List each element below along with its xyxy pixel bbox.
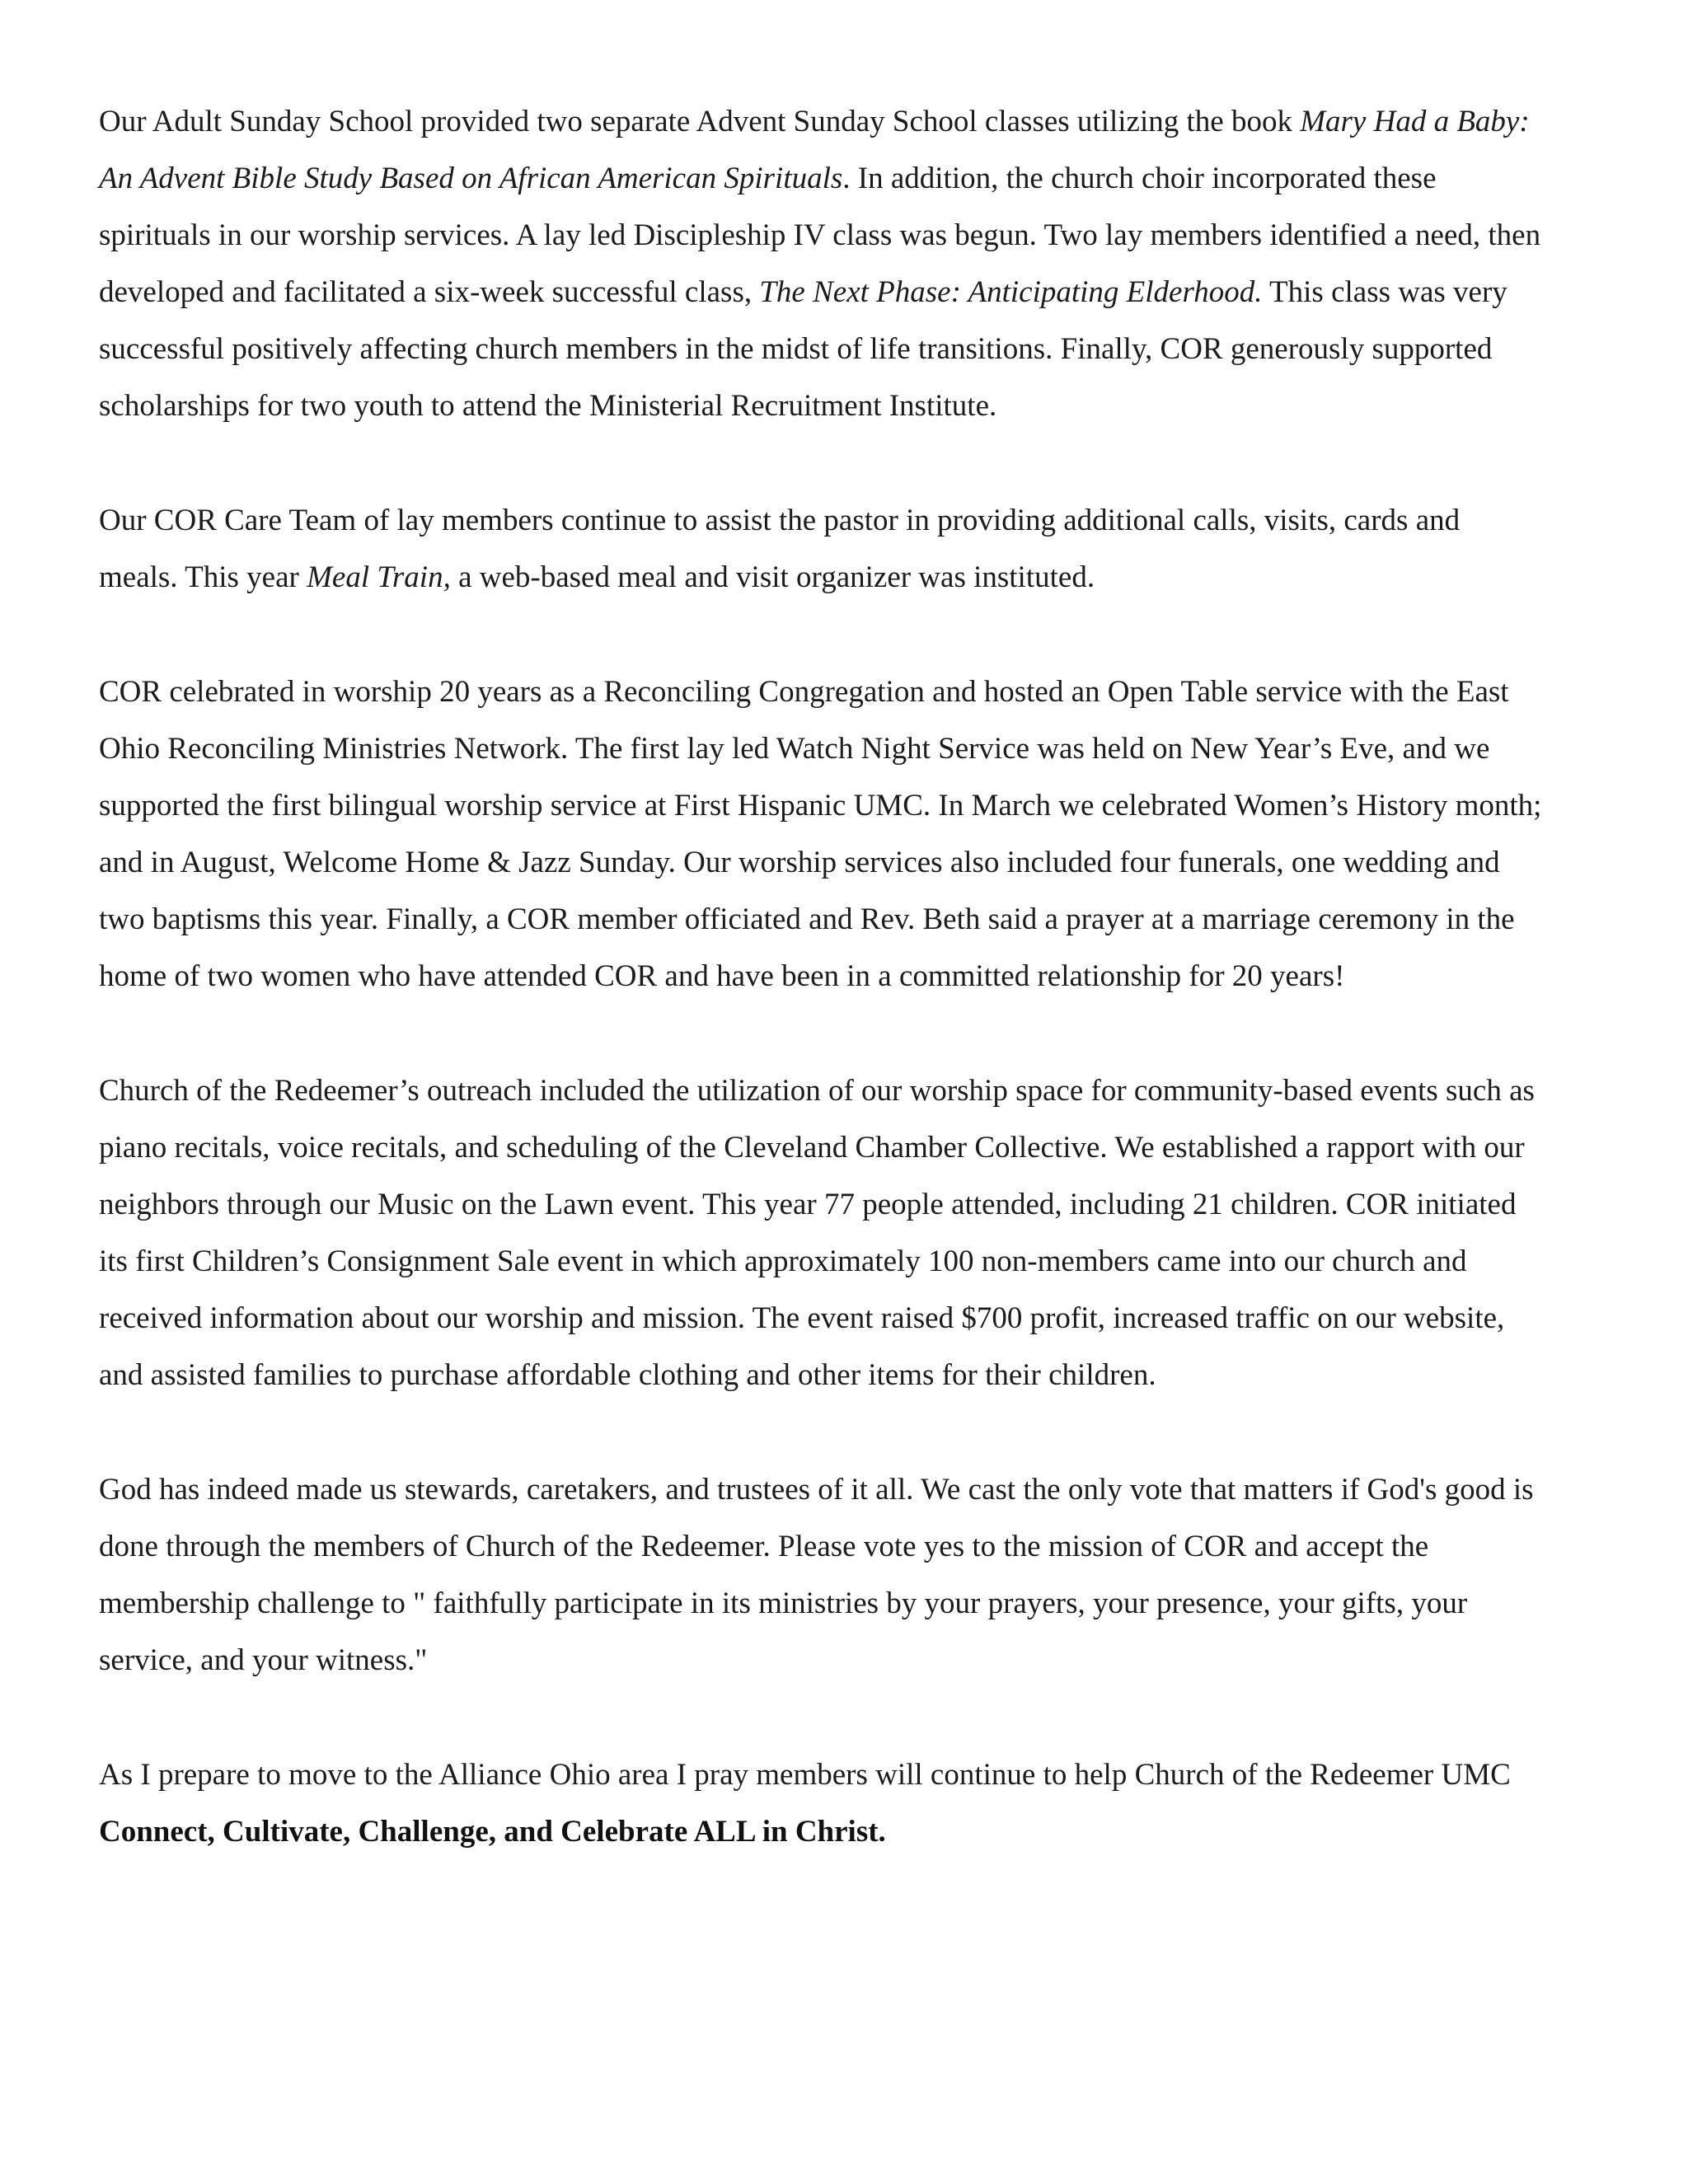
document-page — [99, 93, 1543, 1860]
book-title: Mary Had a Baby: An Advent Bible Study Based on African American Spirituals — [99, 105, 1530, 195]
paragraph-adult-sunday-school — [99, 93, 1543, 434]
text-span: COR celebrated in worship 20 years as a Reconciling Congregation and hosted an Open Table service with the East Ohio Reconciling Ministries Network. The first lay led Watch Night Service was held on New Year’s Eve, and we supported the first bilingual worship service at First Hispanic UMC. In March we celebrated Women’s History month; and in August, Welcome Home & Jazz Sunday. Our worship services also included four funerals, one wedding and two baptisms this year. Finally, a COR member officiated and Rev. Beth said a prayer at a marriage ceremony in the home of two women who have attended COR and have been in a committed relationship for 20 years! — [99, 675, 1542, 993]
closing-motto: Connect, Cultivate, Challenge, and Celebrate ALL in Christ. — [99, 1815, 886, 1849]
paragraph-stewardship — [99, 1461, 1543, 1689]
paragraph-care-team — [99, 492, 1543, 606]
text-span: God has indeed made us stewards, caretakers, and trustees of it all. We cast the only vote that matters if God's good is done through the members of Church of the Redeemer. Please vote yes to the mission of COR and accept the membership challenge to " faithfully participate in its ministries by your prayers, your presence, your gifts, your service, and your witness." — [99, 1473, 1534, 1677]
paragraph-worship — [99, 663, 1543, 1005]
text-span: As I prepare to move to the Alliance Ohio area I pray members will continue to help Church of the Redeemer UMC — [99, 1758, 1511, 1792]
text-span: Our Adult Sunday School provided two separate Advent Sunday School classes utilizing the book — [99, 105, 1301, 138]
class-title: The Next Phase: Anticipating Elderhood. — [759, 275, 1263, 309]
text-span: Our COR Care Team of lay members continue to assist the pastor in providing additional calls, visits, cards and meals. This year — [99, 504, 1461, 594]
text-span: Church of the Redeemer’s outreach included the utilization of our worship space for community-based events such as piano recitals, voice recitals, and scheduling of the Cleveland Chamber Collective. We established a rapport with our neighbors through our Music on the Lawn event. This year 77 people attended, including 21 children. COR initiated its first Children’s Consignment Sale event in which approximately 100 non-members came into our church and received information about our worship and mission. The event raised $700 profit, increased traffic on our website, and assisted families to purchase affordable clothing and other items for their children. — [99, 1074, 1535, 1392]
text-span: . In addition, the church choir incorporated these spirituals in our worship services. A lay led Discipleship IV class was begun. Two lay members identified a need, then developed and facilitated a six-week successful class, — [99, 162, 1541, 309]
text-span: This class was very successful positively affecting church members in the midst of life transitions. Finally, COR generously supported scholarships for two youth to attend the Ministerial Recruitment Institute. — [99, 275, 1507, 423]
meal-train-name: Meal Train, — [307, 560, 451, 594]
text-span: a web-based meal and visit organizer was instituted. — [450, 560, 1095, 594]
paragraph-closing — [99, 1746, 1543, 1860]
paragraph-outreach — [99, 1062, 1543, 1404]
